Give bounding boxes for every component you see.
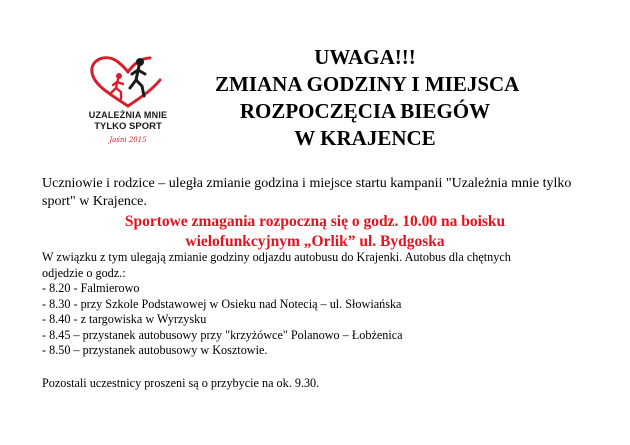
- schedule-item: - 8.40 - z targowiska w Wyrzysku: [42, 312, 207, 326]
- logo-text-line1: UZALEŻNIA MNIE: [88, 110, 168, 120]
- heading-line: UWAGA!!!: [314, 45, 416, 69]
- heading-line: ROZPOCZĘCIA BIEGÓW: [239, 99, 491, 123]
- bus-schedule: [42, 250, 587, 359]
- highlight-line: wielofunkcyjnym „Orlik” ul. Bydgoska: [185, 233, 445, 250]
- closing-note: Pozostali uczestnicy proszeni są o przybycie na ok. 9.30.: [42, 376, 320, 390]
- schedule-intro-line: odjedzie o godz.:: [42, 265, 126, 280]
- schedule-item: - 8.50 – przystanek autobusowy w Kosztowie.: [42, 343, 268, 357]
- logo-text-line2: TYLKO SPORT: [94, 121, 162, 132]
- campaign-logo: [78, 52, 178, 152]
- highlight-line: Sportowe zmagania rozpoczną się o godz. 10.00 na boisku: [124, 213, 506, 230]
- announcement-heading: [215, 44, 520, 152]
- schedule-item: - 8.30 - przy Szkole Podstawowej w Osieku nad Notecią – ul. Słowiańska: [42, 296, 402, 311]
- heading-line: ZMIANA GODZINY I MIEJSCA: [215, 72, 520, 96]
- highlight-notice: [60, 212, 570, 252]
- schedule-intro-line: W związku z tym ulegają zmianie godziny odjazdu autobusu do Krajenki. Autobus dla chętnych: [42, 250, 511, 264]
- intro-paragraph: Uczniowie i rodzice – uległa zmianie godzina i miejsce startu kampanii "Uzależnia mnie tylko sport" w Krajence.: [42, 176, 572, 209]
- schedule-item: - 8.45 – przystanek autobusowy przy "krzyżówce" Polanowo – Łobżenica: [42, 327, 403, 342]
- heart-runners-icon: [78, 52, 178, 112]
- heading-line: W KRAJENCE: [294, 126, 436, 150]
- schedule-item: - 8.20 - Falmierowo: [42, 281, 140, 295]
- logo-signature: Jaśni 2015: [109, 136, 147, 144]
